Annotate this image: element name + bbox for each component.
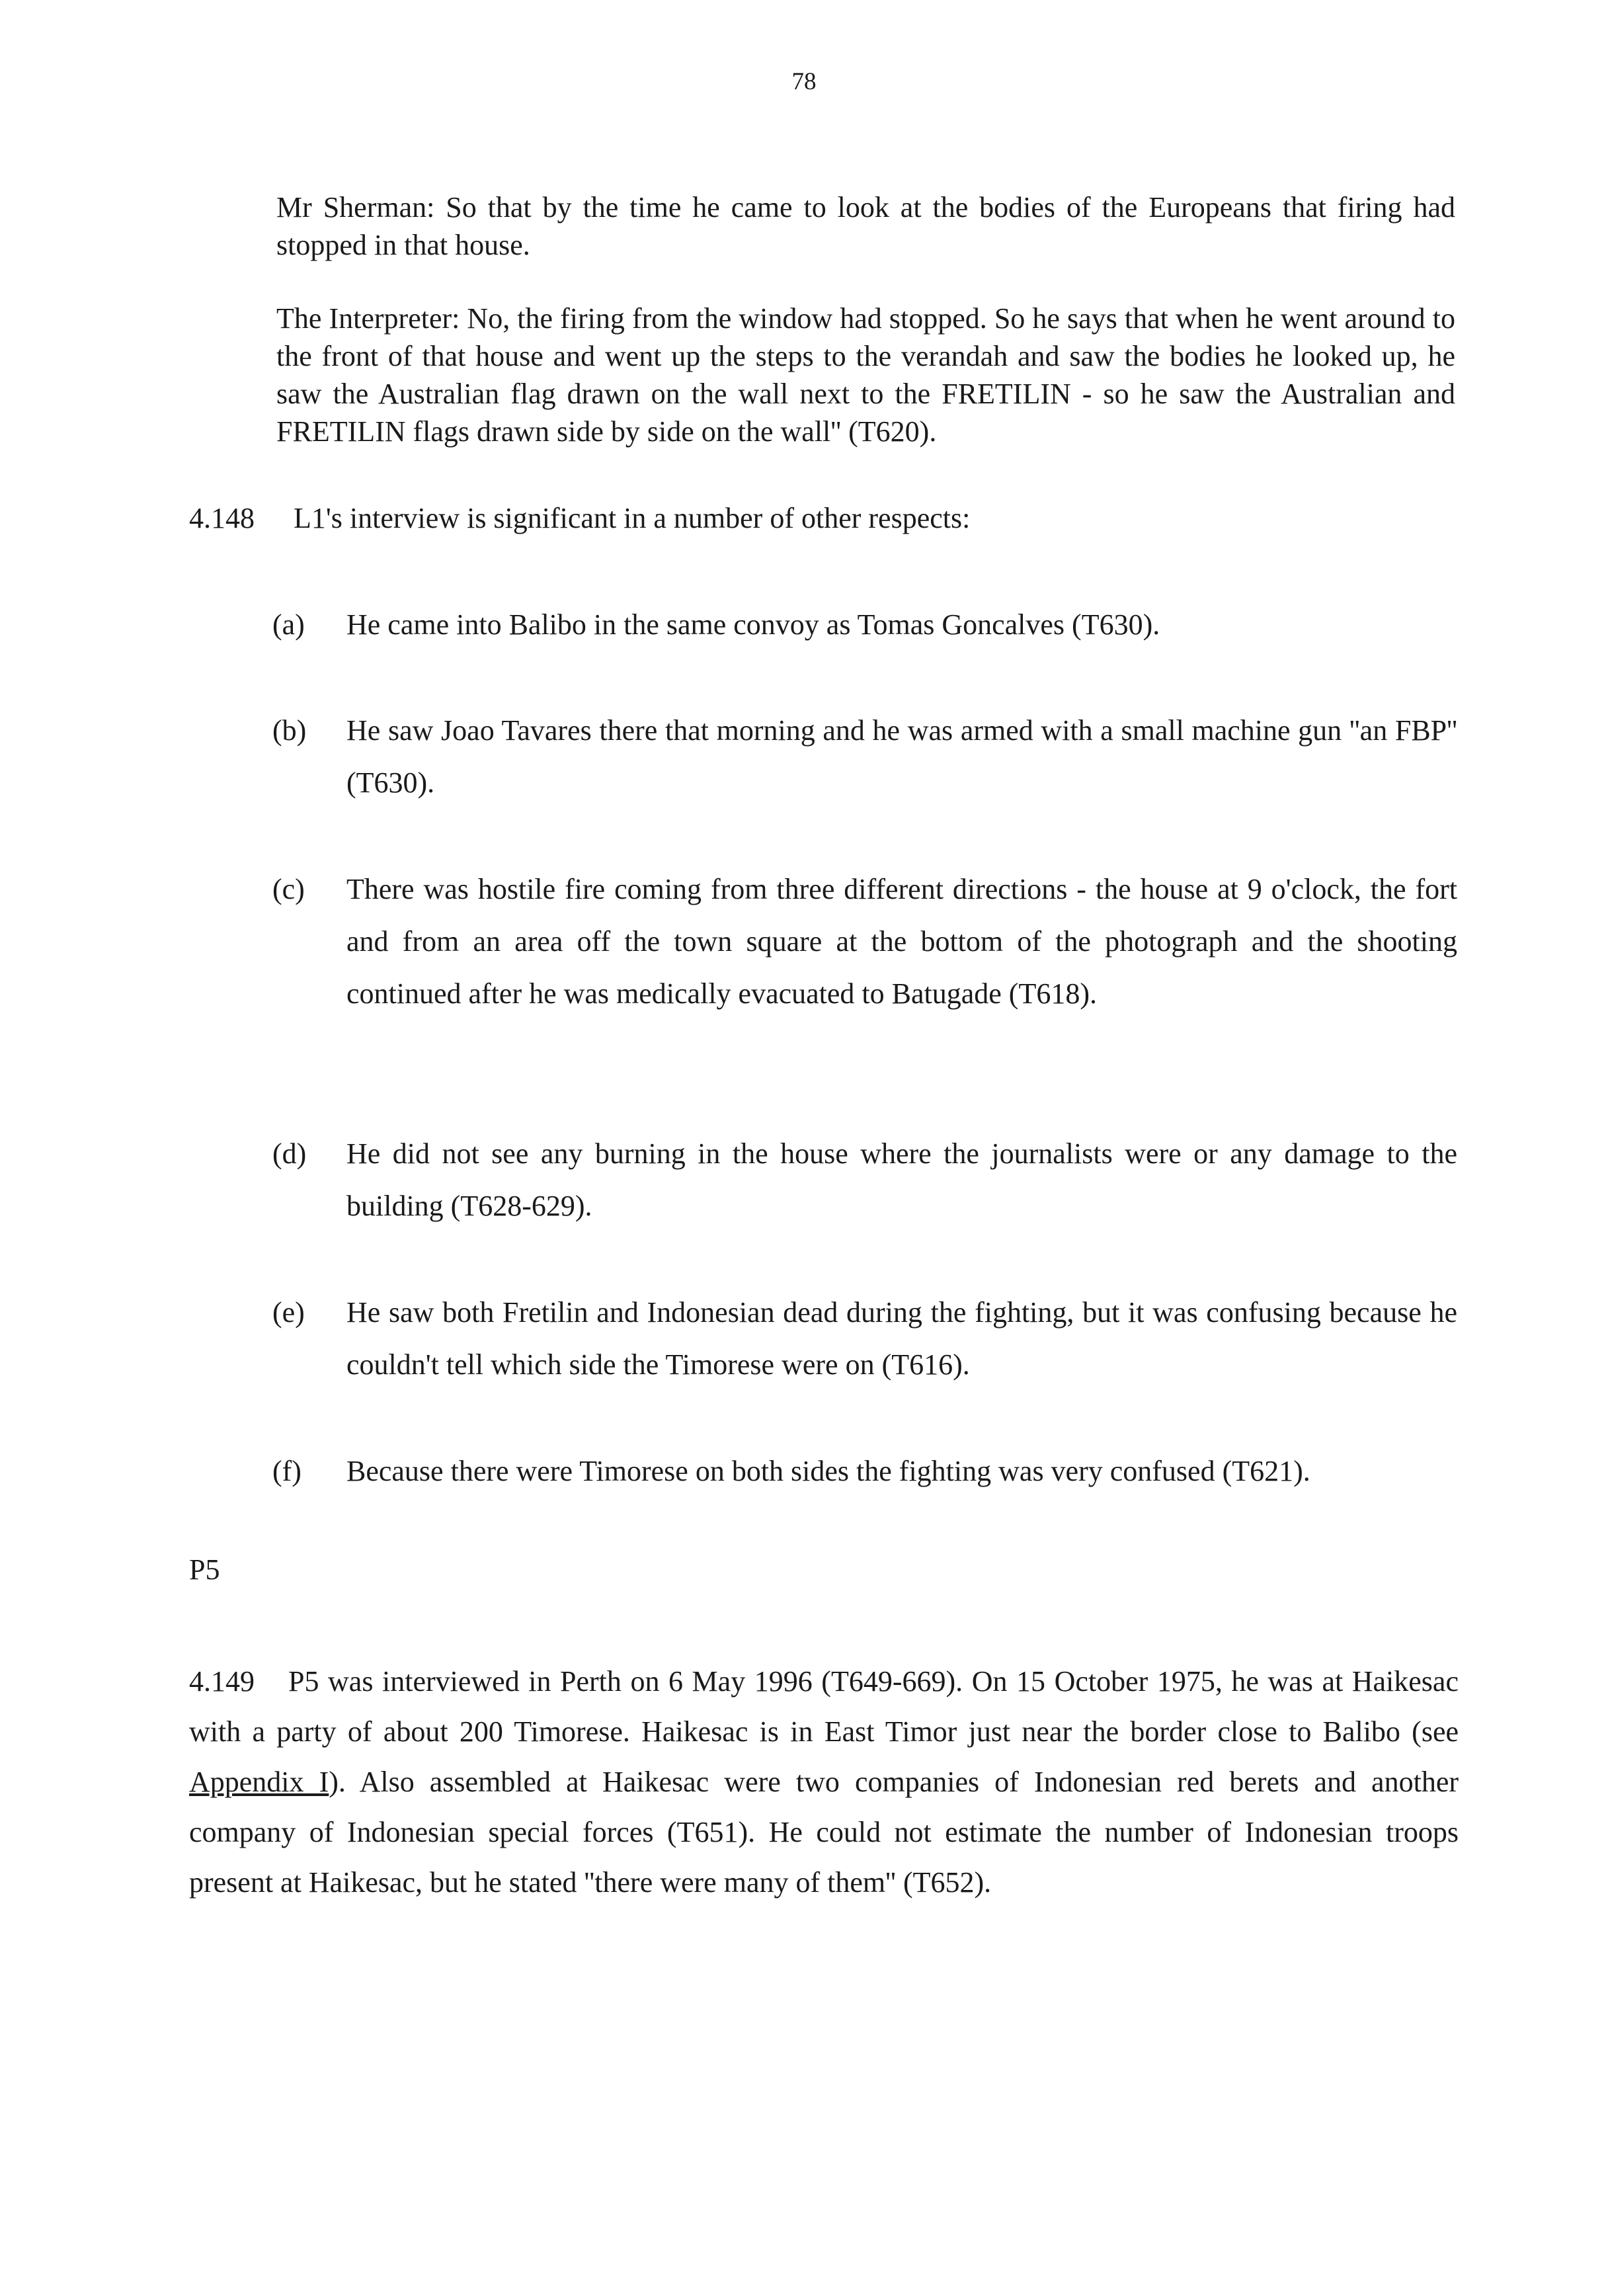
list-item-e	[272, 1286, 1457, 1399]
list-item-label: (c)	[272, 873, 305, 905]
paragraph-number: 4.148	[189, 502, 255, 534]
list-item-label: (d)	[272, 1137, 307, 1170]
paragraph-text-part-2: ). Also assembled at Haikesac were two companies of Indonesian red berets and another company of Indonesian special forces (T651). He could not estimate the number of Indonesian troops present at Haikesac, but he stated ''there were many of them'' (T652).	[189, 1766, 1459, 1899]
list-item-label: (a)	[272, 608, 305, 641]
list-item-text: He did not see any burning in the house where the journalists were or any damage to the building (T628-629).	[346, 1137, 1457, 1222]
list-item-label: (f)	[272, 1455, 302, 1487]
list-item-f	[272, 1445, 1457, 1504]
list-item-text: He saw both Fretilin and Indonesian dead during the fighting, but it was confusing because he couldn't tell which side the Timorese were on (T616).	[346, 1296, 1457, 1381]
list-item-a	[272, 598, 1457, 658]
list-item-c	[272, 863, 1457, 1081]
paragraph-text-part-1: P5 was interviewed in Perth on 6 May 1996 (T649-669). On 15 October 1975, he was at Haikesac with a party of about 200 Timorese. Haikesac is in East Timor just near the border close to Balibo (see	[189, 1665, 1459, 1748]
list-item-text: He came into Balibo in the same convoy as Tomas Goncalves (T630).	[346, 608, 1160, 641]
paragraph-4-149	[189, 1657, 1459, 1908]
paragraph-number: 4.149	[189, 1665, 255, 1698]
list-item-label: (b)	[272, 714, 307, 747]
list-item-text: Because there were Timorese on both sides the fighting was very confused (T621).	[346, 1455, 1310, 1487]
quote-sherman: Mr Sherman: So that by the time he came to look at the bodies of the Europeans that firing had stopped in that house.	[276, 191, 1455, 261]
quote-interpreter: The Interpreter: No, the firing from the window had stopped. So he says that when he went around to the front of that house and went up the steps to the verandah and saw the bodies he looked up, he saw the Australian flag drawn on the wall next to the FRETILIN - so he saw the Australian and FRETILIN flags drawn side by side on the wall'' (T620).	[276, 302, 1455, 448]
appendix-link[interactable]: Appendix I	[189, 1766, 329, 1798]
section-heading: P5	[189, 1553, 220, 1586]
paragraph-text: L1's interview is significant in a number of other respects:	[294, 502, 971, 534]
list-item-label: (e)	[272, 1296, 305, 1329]
paragraph-4-148	[189, 499, 1445, 537]
list-item-d	[272, 1128, 1457, 1240]
list-item-text: He saw Joao Tavares there that morning and he was armed with a small machine gun ''an FBP'' (T630).	[346, 714, 1457, 799]
list-item-text: There was hostile fire coming from three different directions - the house at 9 o'clock, the fort and from an area off the town square at the bottom of the photograph and the shooting continued after he was medically evacuated to Batugade (T618).	[346, 873, 1457, 1010]
list-item-b	[272, 704, 1457, 817]
page-number: 78	[791, 68, 817, 95]
